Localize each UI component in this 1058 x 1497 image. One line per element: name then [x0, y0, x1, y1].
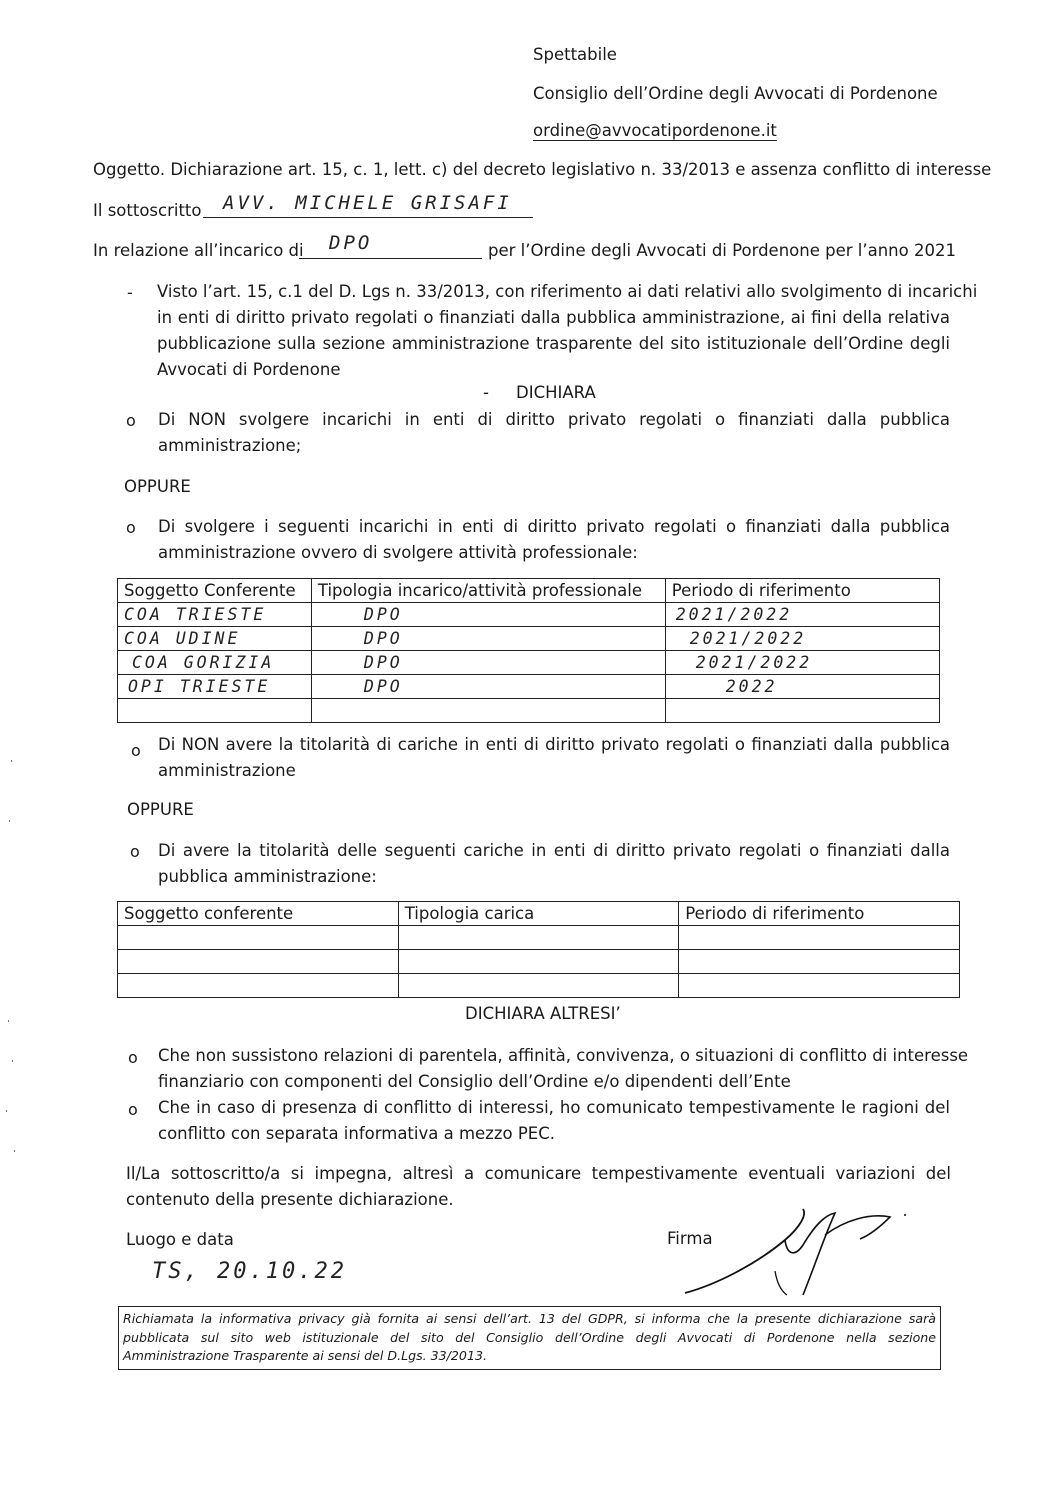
scan-speck: [8, 1020, 9, 1022]
table-row: [118, 651, 940, 675]
also1-bullet: o: [128, 1048, 138, 1067]
role-handwritten: DPO: [329, 232, 373, 254]
table-cell: [665, 627, 939, 651]
handwritten-entry: COA UDINE: [124, 629, 241, 648]
handwritten-entry: DPO: [363, 653, 403, 672]
table-cell: [311, 627, 665, 651]
role-field: [299, 232, 482, 259]
privacy-notice: [118, 1306, 941, 1370]
table-cell: [679, 974, 960, 998]
table-cell: [398, 926, 679, 950]
table-header-cell: Tipologia incarico/attività professionale: [311, 579, 665, 603]
option4-line: Di avere la titolarità delle seguenti cariche in enti di diritto privato regolati o finanziati dalla: [158, 841, 950, 860]
table-row: [118, 699, 940, 723]
oppure-1: OPPURE: [124, 477, 191, 496]
option4-paragraph: [158, 838, 950, 890]
option4-bullet: o: [130, 842, 140, 861]
premise-line: pubblicazione sulla sezione amministrazione trasparente del sito istituzionale dell’Ordine degli: [157, 334, 950, 353]
privacy-notice-line: Richiamata la informativa privacy già fornita ai sensi dell’art. 13 del GDPR, si informa che la presente dichiarazione sarà: [123, 1311, 936, 1326]
also2-paragraph: [158, 1095, 950, 1147]
handwritten-entry: COA TRIESTE: [124, 605, 267, 624]
signer-name-field: [203, 192, 533, 218]
table-cell: [118, 651, 312, 675]
oppure-2: OPPURE: [127, 800, 194, 819]
recipient-name: Consiglio dell’Ordine degli Avvocati di Pordenone: [533, 84, 938, 103]
privacy-notice-line: pubblicata sul sito web istituzionale del sito del Consiglio dell’Ordine degli Avvocati di Pordenone nella sezione: [123, 1329, 936, 1345]
premise-line: Visto l’art. 15, c.1 del D. Lgs n. 33/2013, con riferimento ai dati relativi allo svolgimento di incarichi: [157, 282, 978, 301]
scan-speck: [14, 1150, 15, 1152]
table-header-row: [118, 579, 940, 603]
table-cell: [398, 950, 679, 974]
option1-paragraph: [158, 407, 950, 459]
signature-label: Firma: [667, 1229, 713, 1248]
commitment-line: contenuto della presente dichiarazione.: [126, 1190, 454, 1209]
table-row: [118, 926, 960, 950]
premise-line: Avvocati di Pordenone: [157, 360, 341, 379]
option1-bullet: o: [126, 411, 136, 430]
also2-line: conflitto con separata informativa a mezzo PEC.: [158, 1124, 555, 1143]
table-cell: [665, 603, 939, 627]
declares-also-heading: DICHIARA ALTRESI’: [465, 1004, 621, 1023]
option1-line: Di NON svolgere incarichi in enti di diritto privato regolati o finanziati dalla pubblica: [158, 410, 950, 429]
signer-name-handwritten: AVV. MICHELE GRISAFI: [223, 192, 512, 214]
also1-paragraph: [158, 1043, 969, 1095]
scan-speck: [9, 820, 10, 822]
table-cell: [118, 699, 312, 723]
signer-label: Il sottoscritto: [93, 201, 202, 220]
commitment-line: Il/La sottoscritto/a si impegna, altresì a comunicare tempestivamente eventuali variazioni del: [126, 1164, 951, 1183]
scan-speck: [6, 1110, 7, 1112]
table-cell: [118, 627, 312, 651]
place-date-label: Luogo e data: [126, 1230, 234, 1249]
declares-bullet: -: [483, 383, 489, 402]
table-cell: [665, 699, 939, 723]
table-row: [118, 950, 960, 974]
table-header-row: [118, 902, 960, 926]
table-cell: [665, 651, 939, 675]
place-date-handwritten: TS, 20.10.22: [152, 1259, 347, 1284]
premise-paragraph: [157, 279, 978, 383]
handwritten-entry: DPO: [363, 605, 403, 624]
table-cell: [311, 651, 665, 675]
option4-line: pubblica amministrazione:: [158, 867, 377, 886]
declares-heading: DICHIARA: [516, 383, 596, 402]
table-cell: [311, 699, 665, 723]
handwritten-entry: COA GORIZIA: [132, 653, 275, 672]
table-row: [118, 974, 960, 998]
recipient-email: ordine@avvocatipordenone.it: [533, 121, 777, 140]
role-suffix: per l’Ordine degli Avvocati di Pordenone per l’anno 2021: [488, 241, 956, 260]
handwritten-entry: 2021/2022: [695, 653, 813, 672]
table-row: [118, 627, 940, 651]
also1-line: Che non sussistono relazioni di parentela, affinità, convivenza, o situazioni di conflitto di interesse: [158, 1046, 969, 1065]
table-cell: [311, 603, 665, 627]
scan-speck: [12, 1060, 13, 1062]
table-header-cell: Soggetto Conferente: [118, 579, 312, 603]
also1-line: finanziario con componenti del Consiglio dell’Ordine e/o dipendenti dell’Ente: [158, 1072, 791, 1091]
table-cell: [311, 675, 665, 699]
handwritten-entry: DPO: [363, 677, 403, 696]
table-header-cell: Soggetto conferente: [118, 902, 399, 926]
option3-paragraph: [158, 732, 950, 784]
signature-scribble: [675, 1195, 915, 1305]
option3-bullet: o: [131, 741, 141, 760]
table-cell: [679, 950, 960, 974]
table-cell: [679, 926, 960, 950]
table-cell: [665, 675, 939, 699]
premise-bullet: -: [127, 283, 133, 302]
handwritten-entry: OPI TRIESTE: [128, 677, 271, 696]
option2-line: Di svolgere i seguenti incarichi in enti di diritto privato regolati o finanziati dalla pubblica: [158, 517, 950, 536]
table-header-cell: Tipologia carica: [398, 902, 679, 926]
option2-paragraph: [158, 514, 950, 566]
handwritten-entry: 2021/2022: [689, 629, 807, 648]
option3-line: amministrazione: [158, 761, 296, 780]
option3-line: Di NON avere la titolarità di cariche in enti di diritto privato regolati o finanziati dalla pubblica: [158, 735, 950, 754]
table-cell: [118, 675, 312, 699]
premise-line: in enti di diritto privato regolati o finanziati dalla pubblica amministrazione, ai fini della relativa: [157, 308, 950, 327]
assignments-table: [117, 578, 940, 723]
subject-line: Oggetto. Dichiarazione art. 15, c. 1, lett. c) del decreto legislativo n. 33/2013 e assenza conflitto di interesse: [93, 160, 992, 179]
privacy-notice-line: Amministrazione Trasparente ai sensi del D.Lgs. 33/2013.: [123, 1348, 487, 1363]
option2-line: amministrazione ovvero di svolgere attività professionale:: [158, 543, 638, 562]
handwritten-entry: 2022: [725, 677, 778, 696]
table-cell: [118, 950, 399, 974]
role-prefix: In relazione all’incarico di: [93, 241, 304, 260]
option1-line: amministrazione;: [158, 436, 302, 455]
table-header-cell: Periodo di riferimento: [665, 579, 939, 603]
scan-speck: [11, 760, 12, 762]
handwritten-entry: DPO: [363, 629, 403, 648]
option2-bullet: o: [126, 518, 136, 537]
recipient-salutation: Spettabile: [533, 45, 617, 64]
table-cell: [118, 926, 399, 950]
table-row: [118, 675, 940, 699]
table-row: [118, 603, 940, 627]
table-header-cell: Periodo di riferimento: [679, 902, 960, 926]
handwritten-entry: 2021/2022: [675, 605, 793, 624]
positions-table: [117, 901, 960, 998]
table-cell: [118, 974, 399, 998]
also2-line: Che in caso di presenza di conflitto di interessi, ho comunicato tempestivamente le ragioni del: [158, 1098, 950, 1117]
table-cell: [118, 603, 312, 627]
also2-bullet: o: [128, 1100, 138, 1119]
table-cell: [398, 974, 679, 998]
